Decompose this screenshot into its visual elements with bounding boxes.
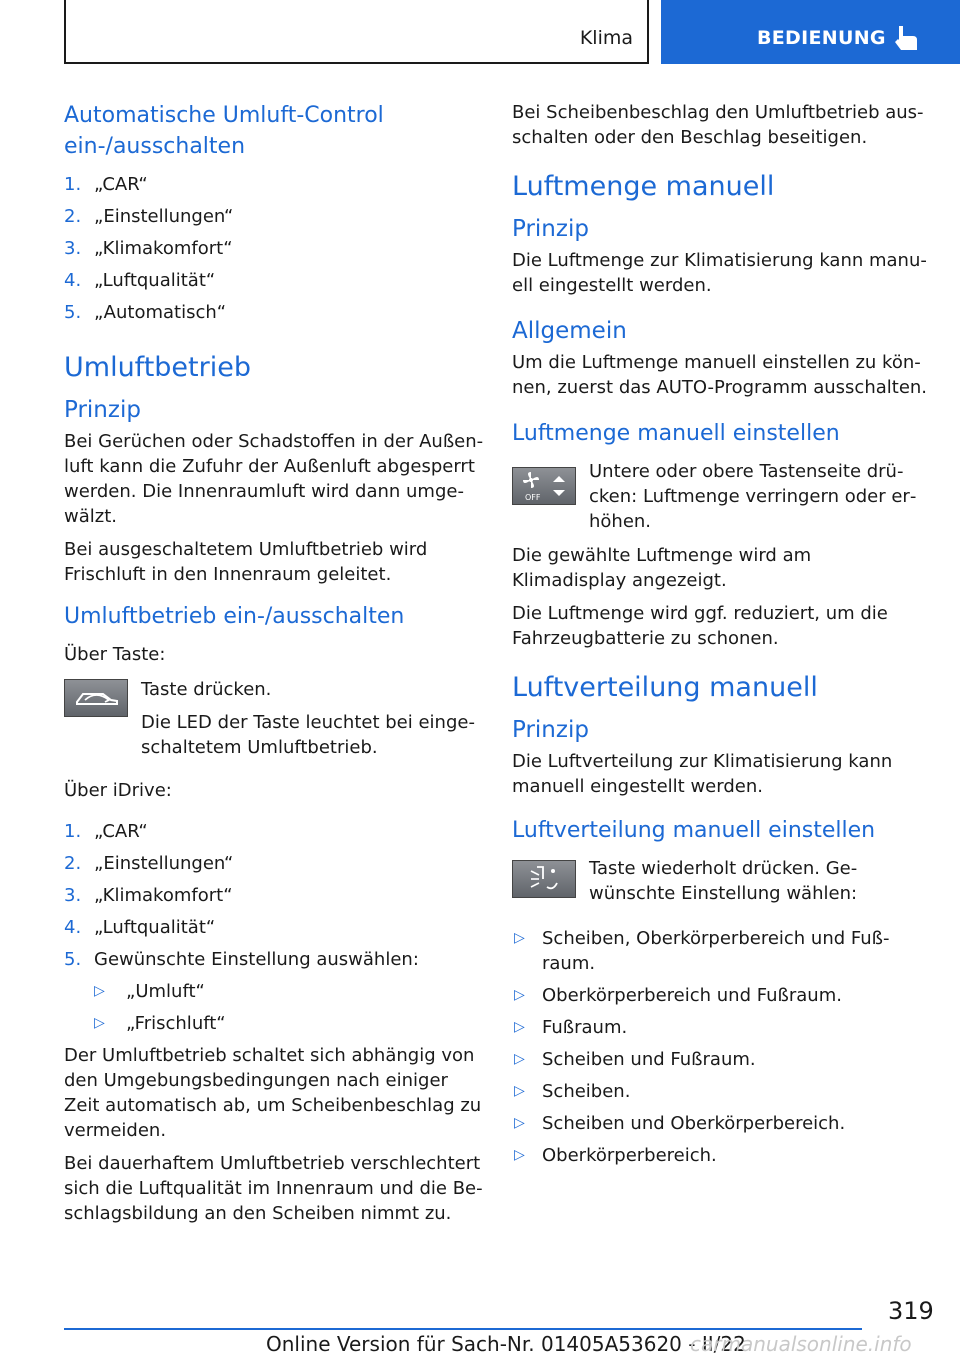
paragraph-allgemein: Um die Luftmenge manuell einstellen zu können, zuerst das AUTO-Programm ausschalten. — [512, 352, 928, 398]
triangle-bullet-icon: ▷ — [514, 1019, 525, 1035]
list-item: ▷ Scheiben und Fußraum. — [514, 1049, 756, 1070]
list-item: 4. „Luftqualität“ — [64, 917, 216, 938]
fan-icon — [513, 468, 575, 504]
paragraph-auto-off: Der Umluftbetrieb schaltet sich abhängig von den Umgebungsbedingungen nach einiger Zeit automatisch ab, um Scheibenbeschlag zu vermeiden. — [64, 1045, 482, 1141]
paragraph-anzeige: Die gewählte Luftmenge wird am Klimadisplay angezeigt. — [512, 545, 812, 591]
list-item: 2. „Einstellungen“ — [64, 853, 234, 874]
idrive-steps-list — [64, 819, 484, 972]
fan-button-image — [512, 467, 576, 505]
idrive-options-list — [64, 979, 484, 1036]
paragraph-taste: Über Taste: — [64, 644, 166, 665]
heading-auto-umluft: Automatische Umluft-Control ein-/ausschalten — [64, 103, 384, 159]
car-recirculation-icon — [65, 680, 127, 716]
triangle-bullet-icon: ▷ — [94, 1015, 105, 1031]
heading-luftverteilung: Luftverteilung manuell — [512, 672, 818, 703]
header-left-box — [64, 0, 649, 64]
umluft-button-image — [64, 679, 128, 717]
paragraph-reduziert: Die Luftmenge wird ggf. reduziert, um die Fahrzeugbatterie zu schonen. — [512, 603, 888, 649]
paragraph-beschlag: Bei Scheibenbeschlag den Umluftbetrieb ausschalten oder den Beschlag beseitigen. — [512, 102, 924, 148]
paragraph-prinzip: Bei Gerüchen oder Schadstoffen in der Außenluft kann die Zufuhr der Außenluft abgesperrt werden. Die Innenraumluft wird dann umgewälzt. — [64, 431, 484, 527]
heading-lm-einstellen: Luftmenge manuell einstellen — [512, 421, 840, 446]
heading-allgemein: Allgemein — [512, 318, 627, 344]
paragraph-frischluft: Bei ausgeschaltetem Umluftbetrieb wird Frischluft in den Innenraum geleitet. — [64, 539, 428, 585]
section-title: Klima — [579, 27, 633, 49]
button-led-text-part: Die LED der Taste leuchtet bei eingeschaltetem Umluftbetrieb. — [141, 712, 475, 758]
list-item: ▷ Oberkörperbereich. — [514, 1145, 717, 1166]
paragraph-idrive: Über iDrive: — [64, 780, 172, 801]
header-tab-label: BEDIENUNG — [757, 27, 886, 49]
heading-prinzip: Prinzip — [512, 216, 589, 242]
pointing-hand-icon — [893, 24, 919, 52]
triangle-bullet-icon: ▷ — [514, 1147, 525, 1163]
list-item: 1. „CAR“ — [64, 821, 148, 842]
triangle-bullet-icon: ▷ — [514, 1051, 525, 1067]
triangle-bullet-icon: ▷ — [514, 930, 525, 946]
footer-online-version: Online Version für Sach-Nr. 01405A53620 - II/22 — [266, 1332, 746, 1356]
triangle-bullet-icon: ▷ — [94, 983, 105, 999]
list-item: ▷ Scheiben und Oberkörperbereich. — [514, 1113, 846, 1134]
heading-prinzip: Prinzip — [512, 717, 589, 743]
right-column — [512, 100, 930, 1175]
list-item: 2. „Einstellungen“ — [64, 206, 234, 227]
list-item: 3. „Klimakomfort“ — [64, 885, 233, 906]
button-lv-instruction: Taste wiederholt drücken. Gewünschte Einstellung wählen: — [589, 858, 858, 904]
button-instruction: Taste drücken. — [141, 679, 272, 700]
footer-divider — [64, 1328, 862, 1330]
list-item: 5. Gewünschte Einstellung auswählen: — [64, 949, 419, 970]
fan-off-label: OFF — [525, 493, 541, 502]
lv-options-list — [512, 926, 930, 1168]
button-lm-instruction: Untere oder obere Tastenseite drücken: Luftmenge verringern oder erhöhen. — [589, 461, 917, 532]
paragraph-lv-prinzip: Die Luftverteilung zur Klimatisierung kann manuell eingestellt werden. — [512, 751, 893, 797]
triangle-bullet-icon: ▷ — [514, 1083, 525, 1099]
paragraph-lm-prinzip: Die Luftmenge zur Klimatisierung kann manuell eingestellt werden. — [512, 250, 927, 296]
heading-luftmenge: Luftmenge manuell — [512, 171, 775, 202]
triangle-bullet-icon: ▷ — [514, 987, 525, 1003]
list-item: ▷ Scheiben. — [514, 1081, 631, 1102]
header-tab — [661, 0, 960, 64]
triangle-bullet-icon: ▷ — [514, 1115, 525, 1131]
list-item: 1. „CAR“ — [64, 174, 148, 195]
list-item: ▷ Fußraum. — [514, 1017, 628, 1038]
umluft-button-row — [64, 677, 484, 760]
page-number: 319 — [888, 1297, 934, 1325]
air-distribution-button-image — [512, 860, 576, 898]
air-distribution-icon — [513, 861, 575, 897]
left-column — [64, 100, 484, 1234]
watermark-text: carmanualsonline.info — [690, 1332, 912, 1356]
heading-umluft-einaus: Umluftbetrieb ein-/ausschalten — [64, 604, 405, 629]
luftmenge-button-row — [512, 459, 930, 537]
list-item: ▷ „Umluft“ — [94, 981, 205, 1002]
paragraph-dauer: Bei dauerhaftem Umluftbetrieb verschlechtert sich die Luftqualität im Innenraum und die Beschlagsbildung an den Scheiben nimmt zu. — [64, 1153, 483, 1224]
list-item: 4. „Luftqualität“ — [64, 270, 216, 291]
luftverteilung-button-row — [512, 856, 930, 916]
list-item: ▷ Oberkörperbereich und Fußraum. — [514, 985, 842, 1006]
list-item: 5. „Automatisch“ — [64, 302, 227, 323]
heading-umluftbetrieb: Umluftbetrieb — [64, 352, 251, 383]
heading-prinzip: Prinzip — [64, 397, 141, 423]
heading-lv-einstellen: Luftverteilung manuell einstellen — [512, 818, 876, 843]
list-item: ▷ Scheiben, Oberkörperbereich und Fußraum. — [514, 928, 890, 974]
list-item: ▷ „Frischluft“ — [94, 1013, 226, 1034]
auto-steps-list — [64, 172, 484, 325]
list-item: 3. „Klimakomfort“ — [64, 238, 233, 259]
